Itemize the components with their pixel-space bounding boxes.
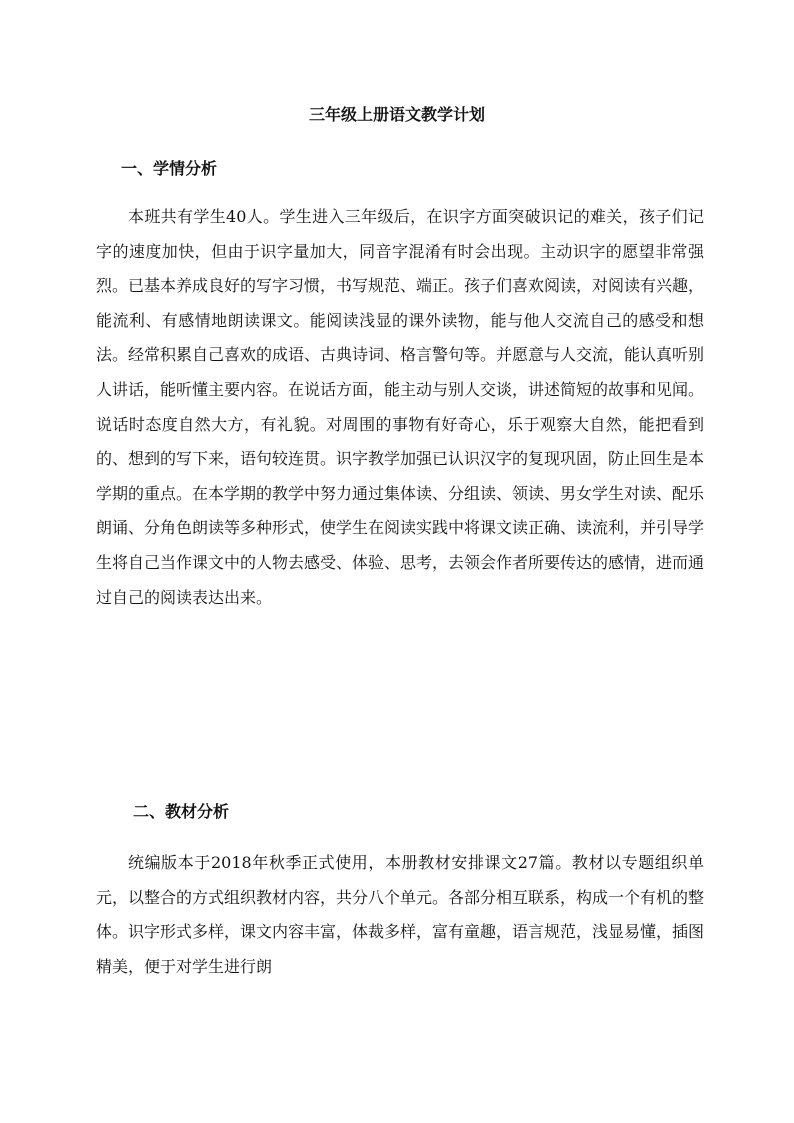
paragraph-student-analysis: 本班共有学生40人。学生进入三年级后，在识字方面突破识记的难关，孩子们记字的速度加快，但由于识字量加大，同音字混淆有时会出现。主动识字的愿望非常强烈。已基本养成良好的写字习惯，书写规范、端正。孩子们喜欢阅读，对阅读有兴趣，能流利、有感情地朗读课文。能阅读浅显的课外读物，能与他人交流自己的感受和想法。经常积累自己喜欢的成语、古典诗词、格言警句等。并愿意与人交流，能认真听别人讲话，能听懂主要内容。在说话方面，能主动与别人交谈，讲述简短的故事和见闻。说话时态度自然大方，有礼貌。对周围的事物有好奇心，乐于观察大自然，能把看到的、想到的写下来，语句较连贯。识字教学加强已认识汉字的复现巩固，防止回生是本学期的重点。在本学期的教学中努力通过集体读、分组读、领读、男女学生对读、配乐朗诵、分角色朗读等多种形式，使学生在阅读实践中将课文读正确、读流利，并引导学生将自己当作课文中的人物去感受、体验、思考，去领会作者所要传达的感情，进而通过自己的阅读表达出来。	[96, 207, 705, 607]
paragraph-textbook-analysis: 统编版本于2018年秋季正式使用，本册教材安排课文27篇。教材以专题组织单元，以整合的方式组织教材内容，共分八个单元。各部分相互联系，构成一个有机的整体。识字形式多样，课文内容丰富，体裁多样，富有童趣，语言规范，浅显易懂，插图精美，便于对学生进行朗	[96, 853, 705, 976]
document-title: 三年级上册语文教学计划	[308, 105, 485, 124]
section-heading-student-analysis: 一、学情分析	[121, 159, 218, 178]
section-heading-textbook-analysis: 二、教材分析	[133, 802, 230, 821]
